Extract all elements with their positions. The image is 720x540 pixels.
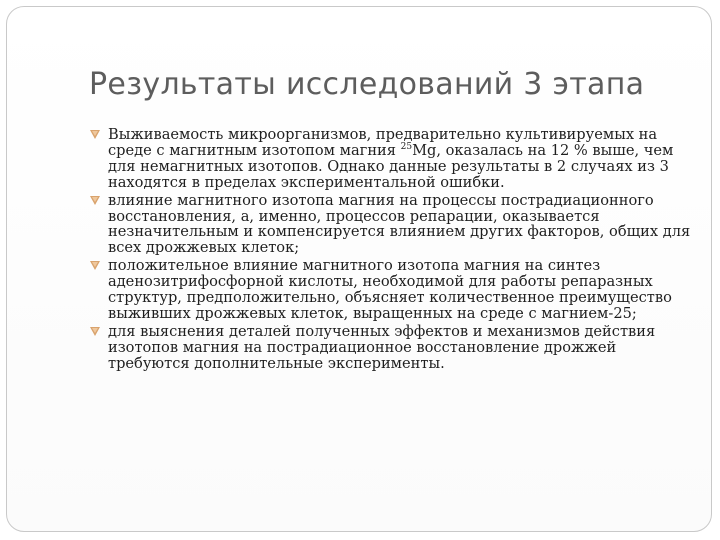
list-item <box>89 193 691 257</box>
bullet-triangle-icon <box>90 130 100 139</box>
list-item <box>89 127 691 191</box>
bullet-list <box>89 127 691 374</box>
bullet-triangle-icon <box>90 196 100 205</box>
slide-frame <box>6 6 712 532</box>
list-item <box>89 258 691 322</box>
item-text: для выяснения деталей полученных эффектов и механизмов действия изотопов магния на пострадиационное восстановление дрожжей требуются дополнительные эксперименты. <box>108 322 656 372</box>
superscript-mass-number: 25 <box>400 142 413 153</box>
slide-title: Результаты исследований 3 этапа <box>89 67 645 102</box>
item-text: влияние магнитного изотопа магния на процессы пострадиационного восстановления, а, именно, процессов репарации, оказывается незначительным и компенсируется влиянием других факторов, общих для всех дрожжевых клеток; <box>108 191 691 257</box>
bullet-triangle-icon <box>90 327 100 336</box>
item-text: положительное влияние магнитного изотопа магния на синтез аденозитрифосфорной кислоты, необходимой для работы репаразных структур, предположительно, объясняет количественное преимущество выживших дрожжевых клеток, выращенных на среде с магнием-25; <box>108 257 672 322</box>
list-item <box>89 324 691 372</box>
item-text-before: Выживаемость микроорганизмов, предварительно культивируемых на среде с магнитным изотопом магния <box>108 126 658 159</box>
bullet-triangle-icon <box>90 261 100 270</box>
item-text-after: Mg, оказалась на 12 % выше, чем для немагнитных изотопов. Однако данные результаты в 2 случаях из 3 находятся в пределах экспериментальной ошибки. <box>108 141 674 191</box>
